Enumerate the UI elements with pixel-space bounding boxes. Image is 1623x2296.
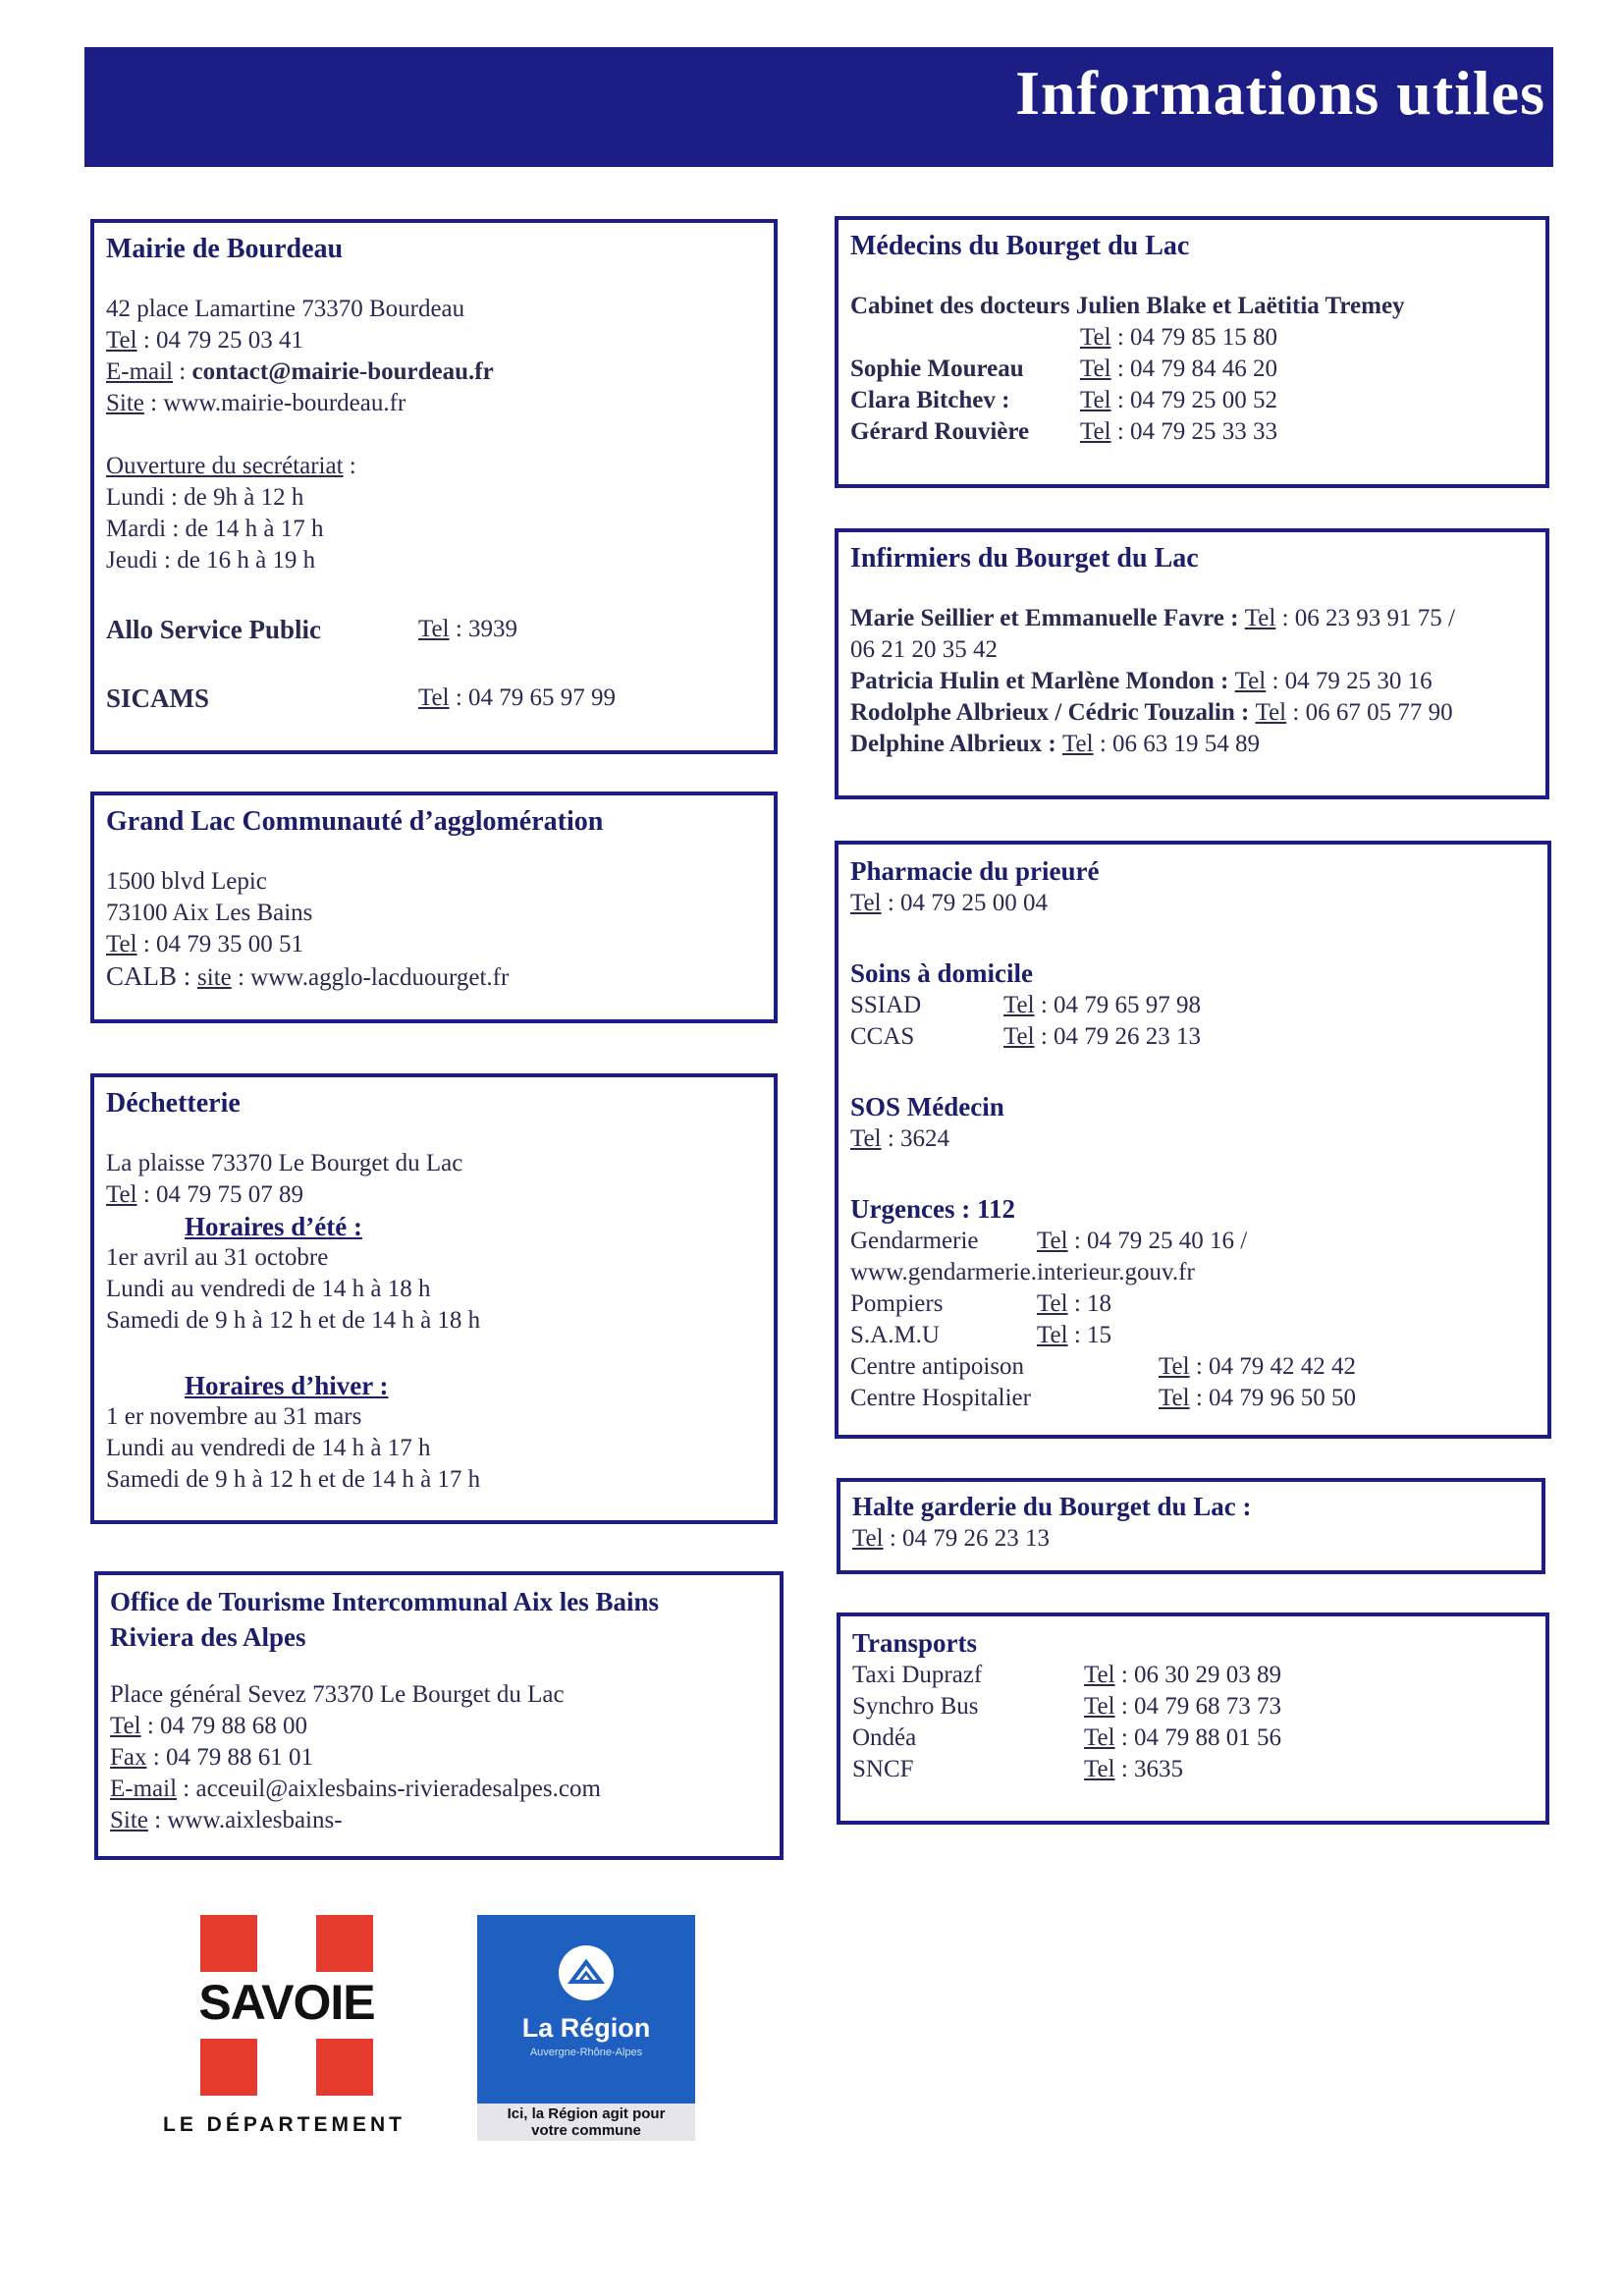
tourisme-address: Place général Sevez 73370 Le Bourget du Lac: [110, 1681, 565, 1708]
antipoison-row: Centre antipoison Tel : 04 79 42 42 42: [850, 1353, 1357, 1380]
mairie-title: Mairie de Bourdeau: [106, 234, 344, 264]
tourisme-tel: Tel : 04 79 88 68 00: [110, 1713, 308, 1739]
region-text: La Région: [521, 2013, 651, 2043]
infirmier-row: Patricia Hulin et Marlène Mondon : Tel : 04 79 25 30 16: [850, 668, 1433, 694]
infirmier-row: Delphine Albrieux : Tel : 06 63 19 54 89: [850, 731, 1261, 757]
winter-hours-line: Samedi de 9 h à 12 h et de 14 h à 17 h: [106, 1466, 481, 1493]
winter-hours-title: Horaires d’hiver :: [185, 1371, 389, 1400]
halte-title: Halte garderie du Bourget du Lac :: [852, 1492, 1252, 1521]
summer-hours-line: Samedi de 9 h à 12 h et de 14 h à 18 h: [106, 1307, 481, 1334]
transport-row: Taxi Duprazf Tel : 06 30 29 03 89: [852, 1662, 1282, 1688]
grandlac-address: 1500 blvd Lepic: [106, 868, 267, 895]
grandlac-address: 73100 Aix Les Bains: [106, 900, 313, 926]
mairie-email: E-mail : contact@mairie-bourdeau.fr: [106, 358, 494, 385]
dechetterie-tel: Tel : 04 79 75 07 89: [106, 1181, 304, 1208]
mairie-box: [90, 219, 778, 754]
sicams-row: SICAMS Tel : 04 79 65 97 99: [106, 683, 617, 713]
mairie-address: 42 place Lamartine 73370 Bourdeau: [106, 296, 465, 322]
ccas-row: CCAS Tel : 04 79 26 23 13: [850, 1023, 1202, 1050]
medecins-box: [835, 216, 1549, 488]
grandlac-tel: Tel : 04 79 35 00 51: [106, 931, 304, 957]
winter-hours-line: 1 er novembre au 31 mars: [106, 1403, 362, 1430]
ssiad-row: SSIAD Tel : 04 79 65 97 98: [850, 992, 1202, 1018]
tourisme-title: Office de Tourisme Intercommunal Aix les Bains: [110, 1587, 660, 1616]
mairie-tel: Tel : 04 79 25 03 41: [106, 327, 304, 354]
tourisme-email-link[interactable]: : acceuil@aixlesbains-rivieradesalpes.com: [177, 1776, 601, 1802]
savoie-subtitle: LE DÉPARTEMENT: [163, 2113, 406, 2136]
infirmiers-title: Infirmiers du Bourget du Lac: [850, 543, 1199, 574]
winter-hours-line: Lundi au vendredi de 14 h à 17 h: [106, 1435, 431, 1461]
medecins-cabinet: Cabinet des docteurs Julien Blake et Laëtitia Tremey: [850, 293, 1405, 319]
region-tagline: Ici, la Région agit pour: [507, 2105, 666, 2122]
medecin-row: Clara Bitchev : Tel : 04 79 25 00 52: [850, 387, 1278, 413]
soins-title: Soins à domicile: [850, 958, 1034, 988]
tourisme-email: E-mail : acceuil@aixlesbains-rivieradesalpes.com: [110, 1776, 601, 1802]
tourisme-box: [94, 1571, 784, 1860]
grandlac-site: CALB : site : www.agglo-lacduourget.fr: [106, 961, 510, 991]
mairie-email-link[interactable]: contact@mairie-bourdeau.fr: [191, 358, 494, 385]
dechetterie-title: Déchetterie: [106, 1088, 241, 1119]
infirmier-row: Marie Seillier et Emmanuelle Favre : Tel : 06 23 93 91 75 /: [850, 605, 1455, 631]
grandlac-site-link[interactable]: : www.agglo-lacduourget.fr: [231, 964, 510, 991]
dechetterie-address: La plaisse 73370 Le Bourget du Lac: [106, 1150, 463, 1176]
medecin-row: Gérard Rouvière Tel : 04 79 25 33 33: [850, 418, 1278, 445]
hospitalier-row: Centre Hospitalier Tel : 04 79 96 50 50: [850, 1385, 1357, 1411]
transports-title: Transports: [852, 1628, 978, 1658]
medecins-title: Médecins du Bourget du Lac: [850, 231, 1190, 261]
allo-service-row: Allo Service Public Tel : 3939: [106, 615, 518, 644]
transports-box: [837, 1613, 1549, 1825]
transport-row: Ondéa Tel : 04 79 88 01 56: [852, 1724, 1282, 1751]
tourisme-fax: Fax : 04 79 88 61 01: [110, 1744, 313, 1771]
halte-box: [837, 1478, 1545, 1574]
pharmacie-tel: Tel : 04 79 25 00 04: [850, 890, 1049, 916]
summer-hours-line: Lundi au vendredi de 14 h à 18 h: [106, 1276, 431, 1302]
pompiers-row: Pompiers Tel : 18: [850, 1290, 1112, 1317]
grandlac-title: Grand Lac Communauté d’agglomération: [106, 806, 604, 837]
mairie-hours-line: Jeudi : de 16 h à 19 h: [106, 547, 316, 574]
infirmiers-box: [835, 528, 1549, 799]
mairie-hours-line: Mardi : de 14 h à 17 h: [106, 516, 324, 542]
tourisme-site-link[interactable]: : www.aixlesbains-: [147, 1807, 343, 1833]
urgences-title: Urgences : 112: [850, 1194, 1015, 1224]
medecins-cabinet-tel: Tel : 04 79 85 15 80: [1080, 324, 1278, 351]
halte-tel: Tel : 04 79 26 23 13: [852, 1525, 1051, 1552]
grandlac-box: [90, 792, 778, 1023]
sos-tel: Tel : 3624: [850, 1125, 950, 1152]
page-title: Informations utiles: [1015, 58, 1545, 128]
gendarmerie-site[interactable]: www.gendarmerie.interieur.gouv.fr: [850, 1259, 1195, 1285]
infirmier-row-cont: 06 21 20 35 42: [850, 636, 998, 663]
region-logo: [477, 1915, 695, 2141]
transport-row: SNCF Tel : 3635: [852, 1756, 1184, 1782]
tourisme-title: Riviera des Alpes: [110, 1622, 306, 1652]
sos-title: SOS Médecin: [850, 1092, 1004, 1121]
infirmier-row: Rodolphe Albrieux / Cédric Touzalin : Tel : 06 67 05 77 90: [850, 699, 1453, 726]
region-subtitle: Auvergne-Rhône-Alpes: [529, 2047, 643, 2058]
pharmacie-title: Pharmacie du prieuré: [850, 856, 1100, 886]
dechetterie-box: [90, 1073, 778, 1524]
savoie-text: SAVOIE: [198, 1975, 375, 2030]
region-tagline: votre commune: [531, 2122, 641, 2139]
header-banner: [84, 47, 1553, 167]
mairie-hours-line: Lundi : de 9h à 12 h: [106, 484, 304, 511]
summer-hours-title: Horaires d’été :: [185, 1212, 362, 1241]
samu-row: S.A.M.U Tel : 15: [850, 1322, 1112, 1348]
mairie-hours-title: Ouverture du secrétariat :: [106, 453, 356, 479]
gendarmerie-row: Gendarmerie Tel : 04 79 25 40 16 /: [850, 1228, 1248, 1254]
sante-box: [835, 841, 1551, 1439]
tourisme-site: Site : www.aixlesbains-: [110, 1807, 343, 1833]
mairie-site-link[interactable]: : www.mairie-bourdeau.fr: [143, 390, 406, 416]
medecin-row: Sophie Moureau Tel : 04 79 84 46 20: [850, 355, 1278, 382]
mairie-site: Site : www.mairie-bourdeau.fr: [106, 390, 406, 416]
summer-hours-line: 1er avril au 31 octobre: [106, 1244, 329, 1271]
transport-row: Synchro Bus Tel : 04 79 68 73 73: [852, 1693, 1282, 1720]
region-mountain-icon: [558, 1944, 615, 2001]
savoie-logo: [163, 1915, 432, 2141]
